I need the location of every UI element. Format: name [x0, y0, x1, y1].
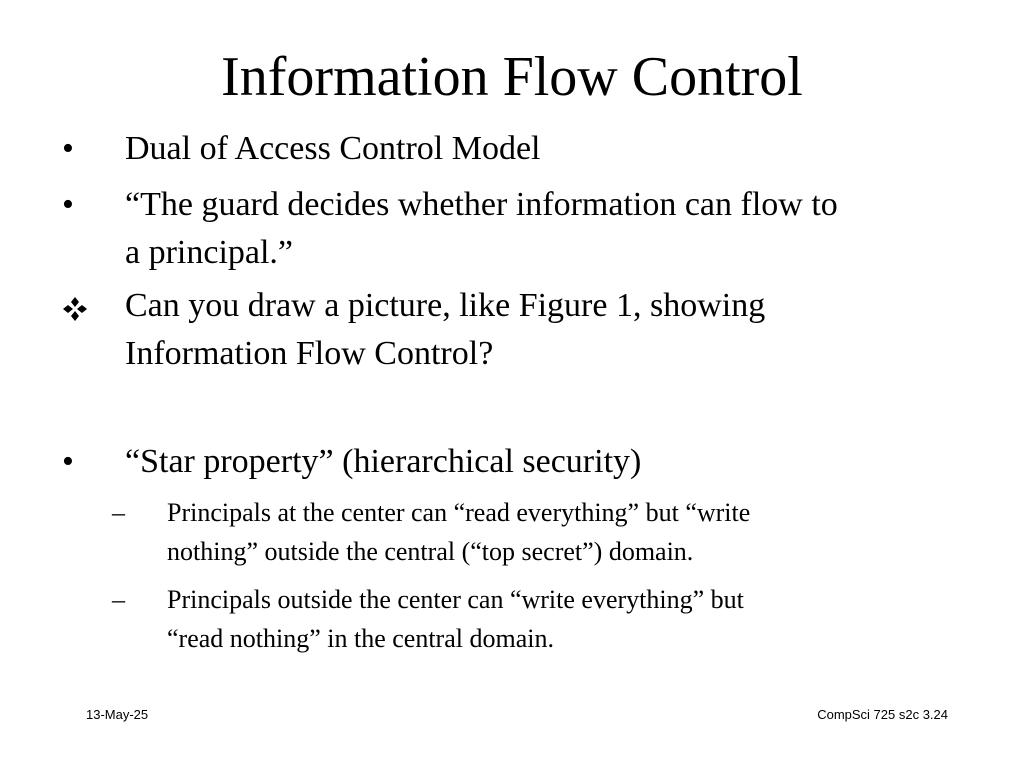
subbullet-text-line-2: “read nothing” in the central domain.: [167, 624, 554, 653]
subbullet-text-line-1: Principals outside the center can “write everything” but: [167, 585, 744, 614]
bullet-marker: •: [62, 443, 74, 480]
bullet-text: “Star property” (hierarchical security): [125, 443, 642, 480]
slide-title: Information Flow Control: [221, 46, 803, 108]
bullet-marker: •: [62, 130, 74, 167]
bullet-text-line-1: Can you draw a picture, like Figure 1, showing: [125, 287, 766, 324]
subbullet-text: [167, 580, 937, 658]
subbullet-text-line-2: nothing” outside the central (“top secret”) domain.: [167, 537, 694, 566]
footer-date: 13-May-25: [86, 707, 149, 722]
bullet-text-line-2: a principal.”: [125, 234, 294, 271]
subbullet-marker: –: [112, 498, 125, 527]
diamond-bullet-icon: [62, 282, 92, 322]
bullet-text: [125, 181, 945, 277]
subbullet-text: [167, 493, 937, 571]
bullet-text: Dual of Access Control Model: [125, 130, 541, 167]
subbullet-text-line-1: Principals at the center can “read everything” but “write: [167, 498, 751, 527]
footer-slide-number: CompSci 725 s2c 3.24: [817, 707, 948, 722]
bullet-text: [125, 282, 945, 378]
bullet-text-line-2: Information Flow Control?: [125, 335, 494, 372]
bullet-marker: •: [62, 186, 74, 223]
bullet-text-line-1: “The guard decides whether information can flow to: [125, 186, 838, 223]
subbullet-marker: –: [112, 585, 125, 614]
